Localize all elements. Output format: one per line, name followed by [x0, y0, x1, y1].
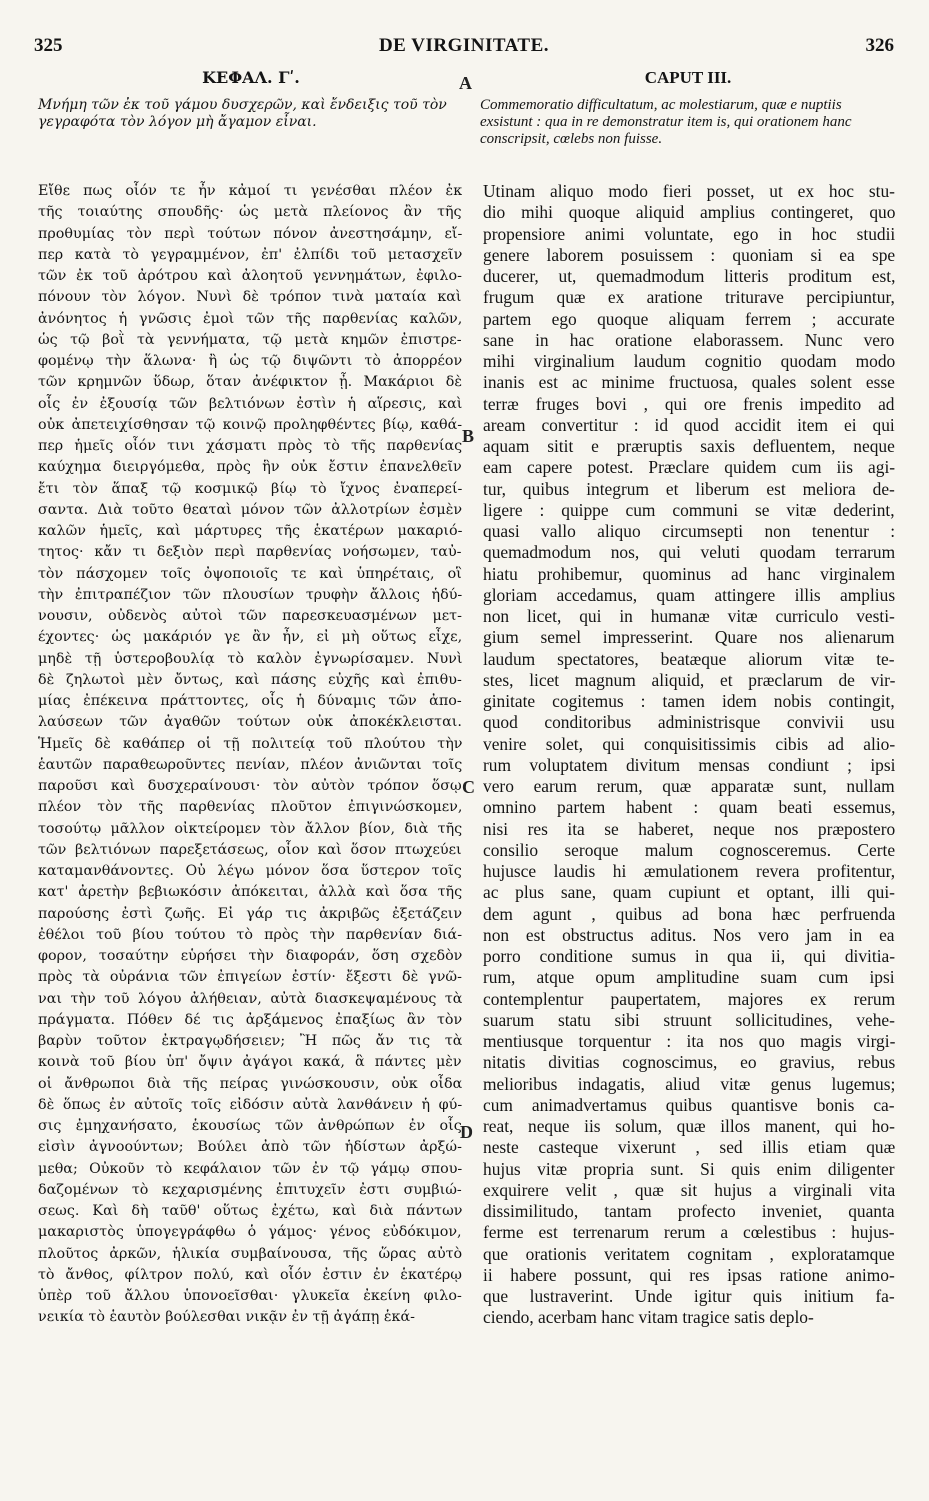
latin-text-line: eam capere potest. Præclare quidem cum iis agi- [483, 457, 895, 478]
greek-text-line: Ἡμεῖς δὲ καθάπερ οἱ τῇ πολιτείᾳ τοῦ πλούτου τὴν [38, 735, 462, 752]
latin-text-line: terræ fruges bovi , qui ore frenis impedito ad [483, 393, 895, 414]
latin-text-line: cum animadvertamus quibus quantisve bonis ca- [483, 1094, 895, 1115]
latin-text-line: dio mihi quoque aliquid amplius contingeret, quo [483, 202, 895, 223]
greek-text-line: κοινὰ τοῦ βίου ὑπ' ὄψιν ἀγάγοι κακά, ἃ πάντες μὲν [38, 1054, 462, 1071]
greek-text-line: τητος· κἄν τι δεξιὸν περὶ παρθενίας νοήσωμεν, ταὐ- [38, 544, 462, 561]
latin-text-line: nisi res ita se haberet, neque nos præpostero [483, 818, 895, 839]
greek-text-line: πλέον τὸν τῆς παρθενίας πλοῦτον ἐπιγινώσκομεν, [38, 799, 462, 816]
latin-chapter-heading: CAPUT III. [644, 68, 732, 87]
running-head [34, 35, 894, 59]
greek-text-line: παρούσης ἐστὶ ζωῆς. Εἰ γάρ τις ἀκριβῶς ἐξετάζειν [38, 905, 462, 922]
greek-text-line: περ ἡμεῖς οἷόν τινι χάσματι πρὸς τὸ τῆς παρθενίας [38, 438, 462, 454]
greek-text-line: πρὸς τὰ οὐράνια τῶν ἐπιγείων ἐστίν· ἔξεστι δὲ γνῶ- [38, 969, 462, 986]
greek-text-line: τὸ ἄνθος, φίλτρον πολύ, καὶ οἷόν ἐστιν ἐν ἑκατέρῳ [38, 1266, 462, 1283]
greek-text-line: Εἴθε πως οἷόν τε ἦν κἀμοί τι γενέσθαι πλέον ἐκ [38, 183, 462, 199]
latin-text-line: tur, quibus integrum et liberum est meliora de- [483, 478, 895, 499]
greek-text-line: τοσούτῳ μᾶλλον οἰκτείρομεν τὸν ἄλλον βίον, διὰ τῆς [38, 820, 462, 837]
latin-text-line: que lustraverint. Unde igitur quis initium fa- [483, 1286, 895, 1306]
greek-text-line: νουσιν, οὐδενὸς αὐτοὶ τῶν παρεσκευασμένων μετ- [38, 608, 462, 624]
page-number-left: 325 [34, 35, 63, 56]
greek-text-line: πόνουν τὸν λόγον. Νυνὶ δὲ τρόπον τινὰ ματαία καὶ [38, 289, 462, 306]
greek-text-line: περ κατὰ τὸ γεγραμμένον, ἐπ' ἐλπίδι τοῦ μετασχεῖν [38, 246, 462, 263]
greek-text-line: τῶν κρημνῶν ὕδωρ, ὅταν ἀνέφικτον ᾖ. Μακάριοι δὲ [38, 374, 462, 391]
latin-text-line: venire solet, qui conquisitissimis cibis ad alio- [483, 733, 895, 754]
latin-text-line: suarum statu sibi struunt sollicitudines, vehe- [483, 1009, 895, 1030]
latin-text-line: nitatis divitias cognoscimus, eo gravius, rebus [483, 1052, 895, 1073]
latin-text-line: vero earum rerum, quæ apparatæ sunt, nullam [483, 776, 895, 796]
latin-text-line: aream convertitur : id quod accidit item ei qui [483, 414, 895, 435]
greek-text-line: ἐθέλοι τοῦ βίου τούτου τὸ πρὸς τὴν παρθενίαν διά- [38, 926, 462, 943]
greek-text-line: οἷς ἐν ἐξουσίᾳ τῶν βελτιόνων ἐστὶν ἡ αἵρεσις, καὶ [38, 395, 462, 412]
greek-text-line: ἔτι τὸν ἅπαξ τῷ κοσμικῷ βίῳ τὸ ἴχνος ἐναπερεί- [38, 480, 462, 497]
latin-text-line: melioribus indagatis, aliud vitæ genus lugemus; [483, 1073, 895, 1094]
greek-text-line: νεικία τὸ ἑαυτὸν βούλεσθαι νικᾷν ἐν τῇ ἀγάπῃ ἑκά- [38, 1309, 415, 1326]
latin-text-line: ginitate cogitemus : tamen idem nobis contingit, [483, 691, 895, 711]
latin-text-line: frugum quæ ex aratione triturave percipiuntur, [483, 287, 895, 308]
latin-text-line: consilio seroque malum cognosceremus. Certe [483, 839, 895, 860]
greek-text-line: μεθα; Οὐκοῦν τὸ κεφάλαιον τῶν ἐν τῷ γάμῳ σπου- [38, 1160, 462, 1177]
greek-text-line: έχοντες· ὡς μακάριόν γε ἂν ἦν, εἰ μὴ οὕτως εἶχε, [38, 629, 462, 646]
greek-text-line: σις ἐμηχανήσατο, ἑκουσίως τῶν ἀνθρώπων ἐν οἷς [38, 1118, 462, 1134]
greek-chapter-summary: Μνήμη τῶν ἐκ τοῦ γάμου δυσχερῶν, καὶ ἔνδειξις τοῦ τὸν γεγραφότα τὸν λόγον μὴ ἄγαμον εἶναι. [38, 97, 447, 130]
greek-text-line: κατ' ἀρετὴν βεβιωκόσιν ἀπόκειται, ἀλλὰ καὶ ὅσα τῆς [38, 884, 462, 901]
greek-text-line: δὲ ζηλωτοὶ μὲν ὄντως, καὶ πάσης εὐχῆς καὶ ἐπιθυ- [38, 671, 462, 688]
greek-text-line: φομένῳ τὴν ἅλωνα· ἢ ὡς τῷ διψῶντι τὸ ἀπορρέον [38, 353, 462, 369]
latin-text-line: ducerer, ut, quemadmodum litteris proditum est, [483, 266, 895, 286]
latin-text-line: rum voluptatem divitum mensas condiunt ; ipsi [483, 754, 895, 775]
latin-text-line: propensiore animi voluntate, ego in hoc studii [483, 223, 895, 244]
latin-text-line: rum, atque opum amplitudine suam cum ipsi [483, 967, 895, 988]
greek-text-line: ὡς τῷ βοῒ τὰ γεννήματα, τῷ μετὰ κημῶν ἐπιστρε- [38, 331, 462, 348]
greek-text-line: λαύσεων τῶν ἀγαθῶν τούτων οὐκ ἀποκέκλεισται. [38, 714, 462, 731]
greek-text-line: σαντα. Διὰ τοῦτο θεαταὶ μόνον τῶν ἀλλοτρίων ἐσμὲν [38, 501, 462, 518]
latin-text-line: aquam sitit e præruptis saxis defluentem, neque [483, 436, 895, 456]
latin-text-line: que orationis veritatem cognitam , exploratamque [483, 1243, 895, 1264]
latin-text-line: exquirere velit , quæ sit hujus a virginali vita [483, 1179, 895, 1200]
latin-text-line: laudum spectatores, beatæque aliorum vitæ te- [483, 648, 895, 669]
greek-text-line: ναι τὴν τοῦ λόγου ἀλήθειαν, αὐτὰ διασκεψαμένους τὰ [38, 990, 462, 1007]
latin-chapter-summary: Commemoratio difficultatum, ac molestiarum, quæ e nuptiis exsistunt : qua in re demonstratur item is, qui orationem hanc conscripsit, cœlebs non fuisse. [480, 97, 852, 147]
greek-text-line: ἑαυτῶν παραθεωροῦντες πενίαν, πλέον ἀνιῶνται τοῖς [38, 756, 462, 773]
greek-text-line: τὸν πάσχομεν τοῖς ὀψοποιοῖς τε καὶ ὑπηρέταις, οἳ [38, 565, 462, 582]
greek-text-line: δαζομένων τὸ κεχαρισμένης ἐπιτυχεῖν ἐστι συμβιώ- [38, 1181, 462, 1198]
latin-text-line: ciendo, acerbam hanc vitam tragice satis deplo- [483, 1307, 814, 1328]
greek-text-line: εἰσὶν ἀγνοούντων; Βούλει ἀπὸ τῶν ἡδίστων ἀρξώ- [38, 1139, 462, 1156]
latin-text-line: dissimilitudo, tantam profecto inveniet, quanta [483, 1201, 895, 1221]
latin-text-line: ii habere possunt, qui res ipsas ratione animo- [483, 1264, 895, 1285]
greek-text-line: ἀνόνητος ἡ γνῶσις ἐμοὶ τῶν τῆς παρθενίας καλῶν, [38, 310, 462, 327]
greek-text-line: μακαριστὸς ὑπογεγράφθω ὁ γάμος· γένος εὐδόκιμον, [38, 1224, 462, 1241]
latin-text-line: hujusce laudis hi æmulationem revera profitentur, [483, 861, 895, 881]
greek-text-line: φορον, τοσαύτην εὑρήσει τὴν διαφοράν, ὅση σχεδὸν [38, 948, 462, 964]
greek-text-line: τῶν βελτιόνων παρεξετάσεως, οἷον καὶ ὅσον πτωχεύει [38, 841, 462, 858]
latin-text-line: quasi vallo aliquo circumsepti non tenentur : [483, 521, 895, 541]
latin-text-line: ac plus sane, quam cupiunt et optant, illi qui- [483, 882, 895, 903]
latin-text-line: non est obstructus aditus. Nos vero jam in ea [483, 924, 895, 945]
latin-text-line: hujus vitæ propria sunt. Si quis enim diligenter [483, 1158, 895, 1179]
latin-text-line: non licet, qui in humanæ vitæ curriculo vesti- [483, 606, 895, 626]
greek-text-line: καλῶν ἡμεῖς, καὶ μάρτυρες τῆς ἑκατέρων μακαριό- [38, 523, 462, 539]
running-title: DE VIRGINITATE. [378, 35, 550, 56]
latin-text-line: inanis est ac minime fructuosa, quales solent esse [483, 372, 895, 393]
latin-text-line: contemplentur paupertatem, majores ex rerum [483, 988, 895, 1009]
latin-text-line: sane in hac oratione elaborassem. Nunc vero [483, 329, 895, 350]
latin-text-line: gloriam accedamus, quam attingere illis amplius [483, 584, 895, 605]
page-number-right: 326 [865, 35, 894, 56]
column-marker-b: B [462, 426, 475, 446]
greek-text-line: τὴν ἐπιτραπέζιον τῶν πλουσίων τρυφὴν ἄλλοις ἡδύ- [38, 586, 462, 603]
latin-text-line: partem ego quoque aliquam ferrem ; accurate [483, 308, 895, 329]
greek-text-line: οὐκ ἀπετειχίσθησαν τῷ κοινῷ προληφθέντες βίῳ, καθά- [38, 416, 462, 433]
latin-text-column [483, 181, 895, 1329]
latin-text-line: neste casteque vixerunt , sed illis etiam quæ [483, 1137, 895, 1158]
column-marker-d: D [460, 1122, 473, 1142]
latin-text-line: ferme est terrenarum rerum a cœlestibus : hujus- [483, 1222, 895, 1243]
latin-text-line: quemadmodum nos, qui veluti quodam terrarum [483, 542, 895, 563]
greek-text-line: πλοῦτος ἀρκῶν, ἡλικία συμβαίνουσα, τῆς ὥρας αὐτὸ [38, 1245, 462, 1262]
latin-text-line: Utinam aliquo modo fieri posset, ut ex hoc stu- [483, 181, 895, 201]
column-marker-a: A [459, 73, 472, 93]
greek-text-line: δὲ ὅπως ἐν αὐτοῖς τοῖς εἰδόσιν αὐτὰ λανθάνειν ἡ φύ- [38, 1096, 462, 1113]
latin-text-line: mentiusque torquentur : ita nos quo magis virgi- [483, 1031, 895, 1051]
latin-text-line: porro conditione sumus in qua ii, qui divitia- [483, 946, 895, 966]
greek-text-line: μηδὲ τῇ ὑστεροβουλίᾳ τὸ καλὸν ἐγνωρίσαμεν. Νυνὶ [38, 650, 462, 667]
latin-text-line: quod conditoribus administrisque convivii usu [483, 712, 895, 733]
latin-text-line: omnino partem habent : quam beati essemus, [483, 797, 895, 818]
greek-text-line: ὑπὲρ τοῦ ἄλλου ὑπονοεῖσθαι· γλυκεῖα ἐκείνη φιλο- [38, 1288, 462, 1304]
greek-text-column [38, 181, 462, 1329]
greek-text-line: καύχημα διειργόμεθα, πρὸς ἣν οὐκ ἔστιν ἐπανελθεῖν [38, 459, 462, 476]
greek-text-line: καταμανθάνοντες. Οὐ λέγω μόνον ὅσα ὕστερον τοῖς [38, 863, 462, 879]
greek-text-line: οἱ ἄνθρωποι διὰ τῆς πείρας γινώσκουσιν, οὐκ οἶδα [38, 1075, 462, 1092]
greek-text-line: βαρὺν τοῦτον ἐκτραγῳδήσειεν; Ἢ πῶς ἄν τις τὰ [38, 1033, 462, 1049]
latin-text-line: reat, neque iis solum, quæ illos manent, qui ho- [483, 1116, 895, 1136]
greek-text-line: σεως. Καὶ δὴ ταῦθ' οὕτως ἐχέτω, καὶ διὰ πάντων [38, 1203, 462, 1219]
greek-text-line: προθυμίας τὸν περὶ τούτων πόνον ἀνεστησάμην, εἴ- [38, 225, 462, 242]
latin-text-line: stes, licet magnum aliquid, et præclarum de vir- [483, 669, 895, 690]
greek-text-line: πράγματα. Πόθεν δέ τις ἀρξάμενος ἐπαξίως ἂν τὸν [38, 1011, 462, 1028]
greek-text-line: τῶν ἐκ τοῦ ἀρότρου καὶ ἀλοητοῦ γεννημάτων, ἐφιλο- [38, 268, 462, 284]
column-marker-c: C [462, 777, 475, 797]
latin-text-line: genere laborem posuissem : quoniam si ea spe [483, 244, 895, 265]
greek-text-line: μίας ἐπέκεινα πράττοντες, οἷς ἡ δύναμις τῶν ἀπο- [38, 693, 462, 709]
latin-text-line: hiatu prohibemur, quominus ad hanc virginalem [483, 563, 895, 584]
latin-text-line: ligere : quippe cum communi se vitæ dederint, [483, 499, 895, 520]
latin-text-line: dem agunt , quibus ad bona hæc perfruenda [483, 903, 895, 924]
greek-chapter-heading: ΚΕΦΑΛ. Γʹ. [202, 68, 300, 87]
greek-text-line: τῆς τοιαύτης σπουδῆς· ὡς μετὰ πλείονος ἂν τῆς [38, 204, 462, 221]
latin-text-line: mihi virginalium laudum cognitio quodam modo [483, 351, 895, 371]
greek-text-line: παροῦσι καὶ δυσχεραίνουσι· τὸν αὐτὸν τρόπον ὅσῳ [38, 778, 462, 794]
latin-text-line: gium semel impresserint. Quare nos alienarum [483, 627, 895, 648]
